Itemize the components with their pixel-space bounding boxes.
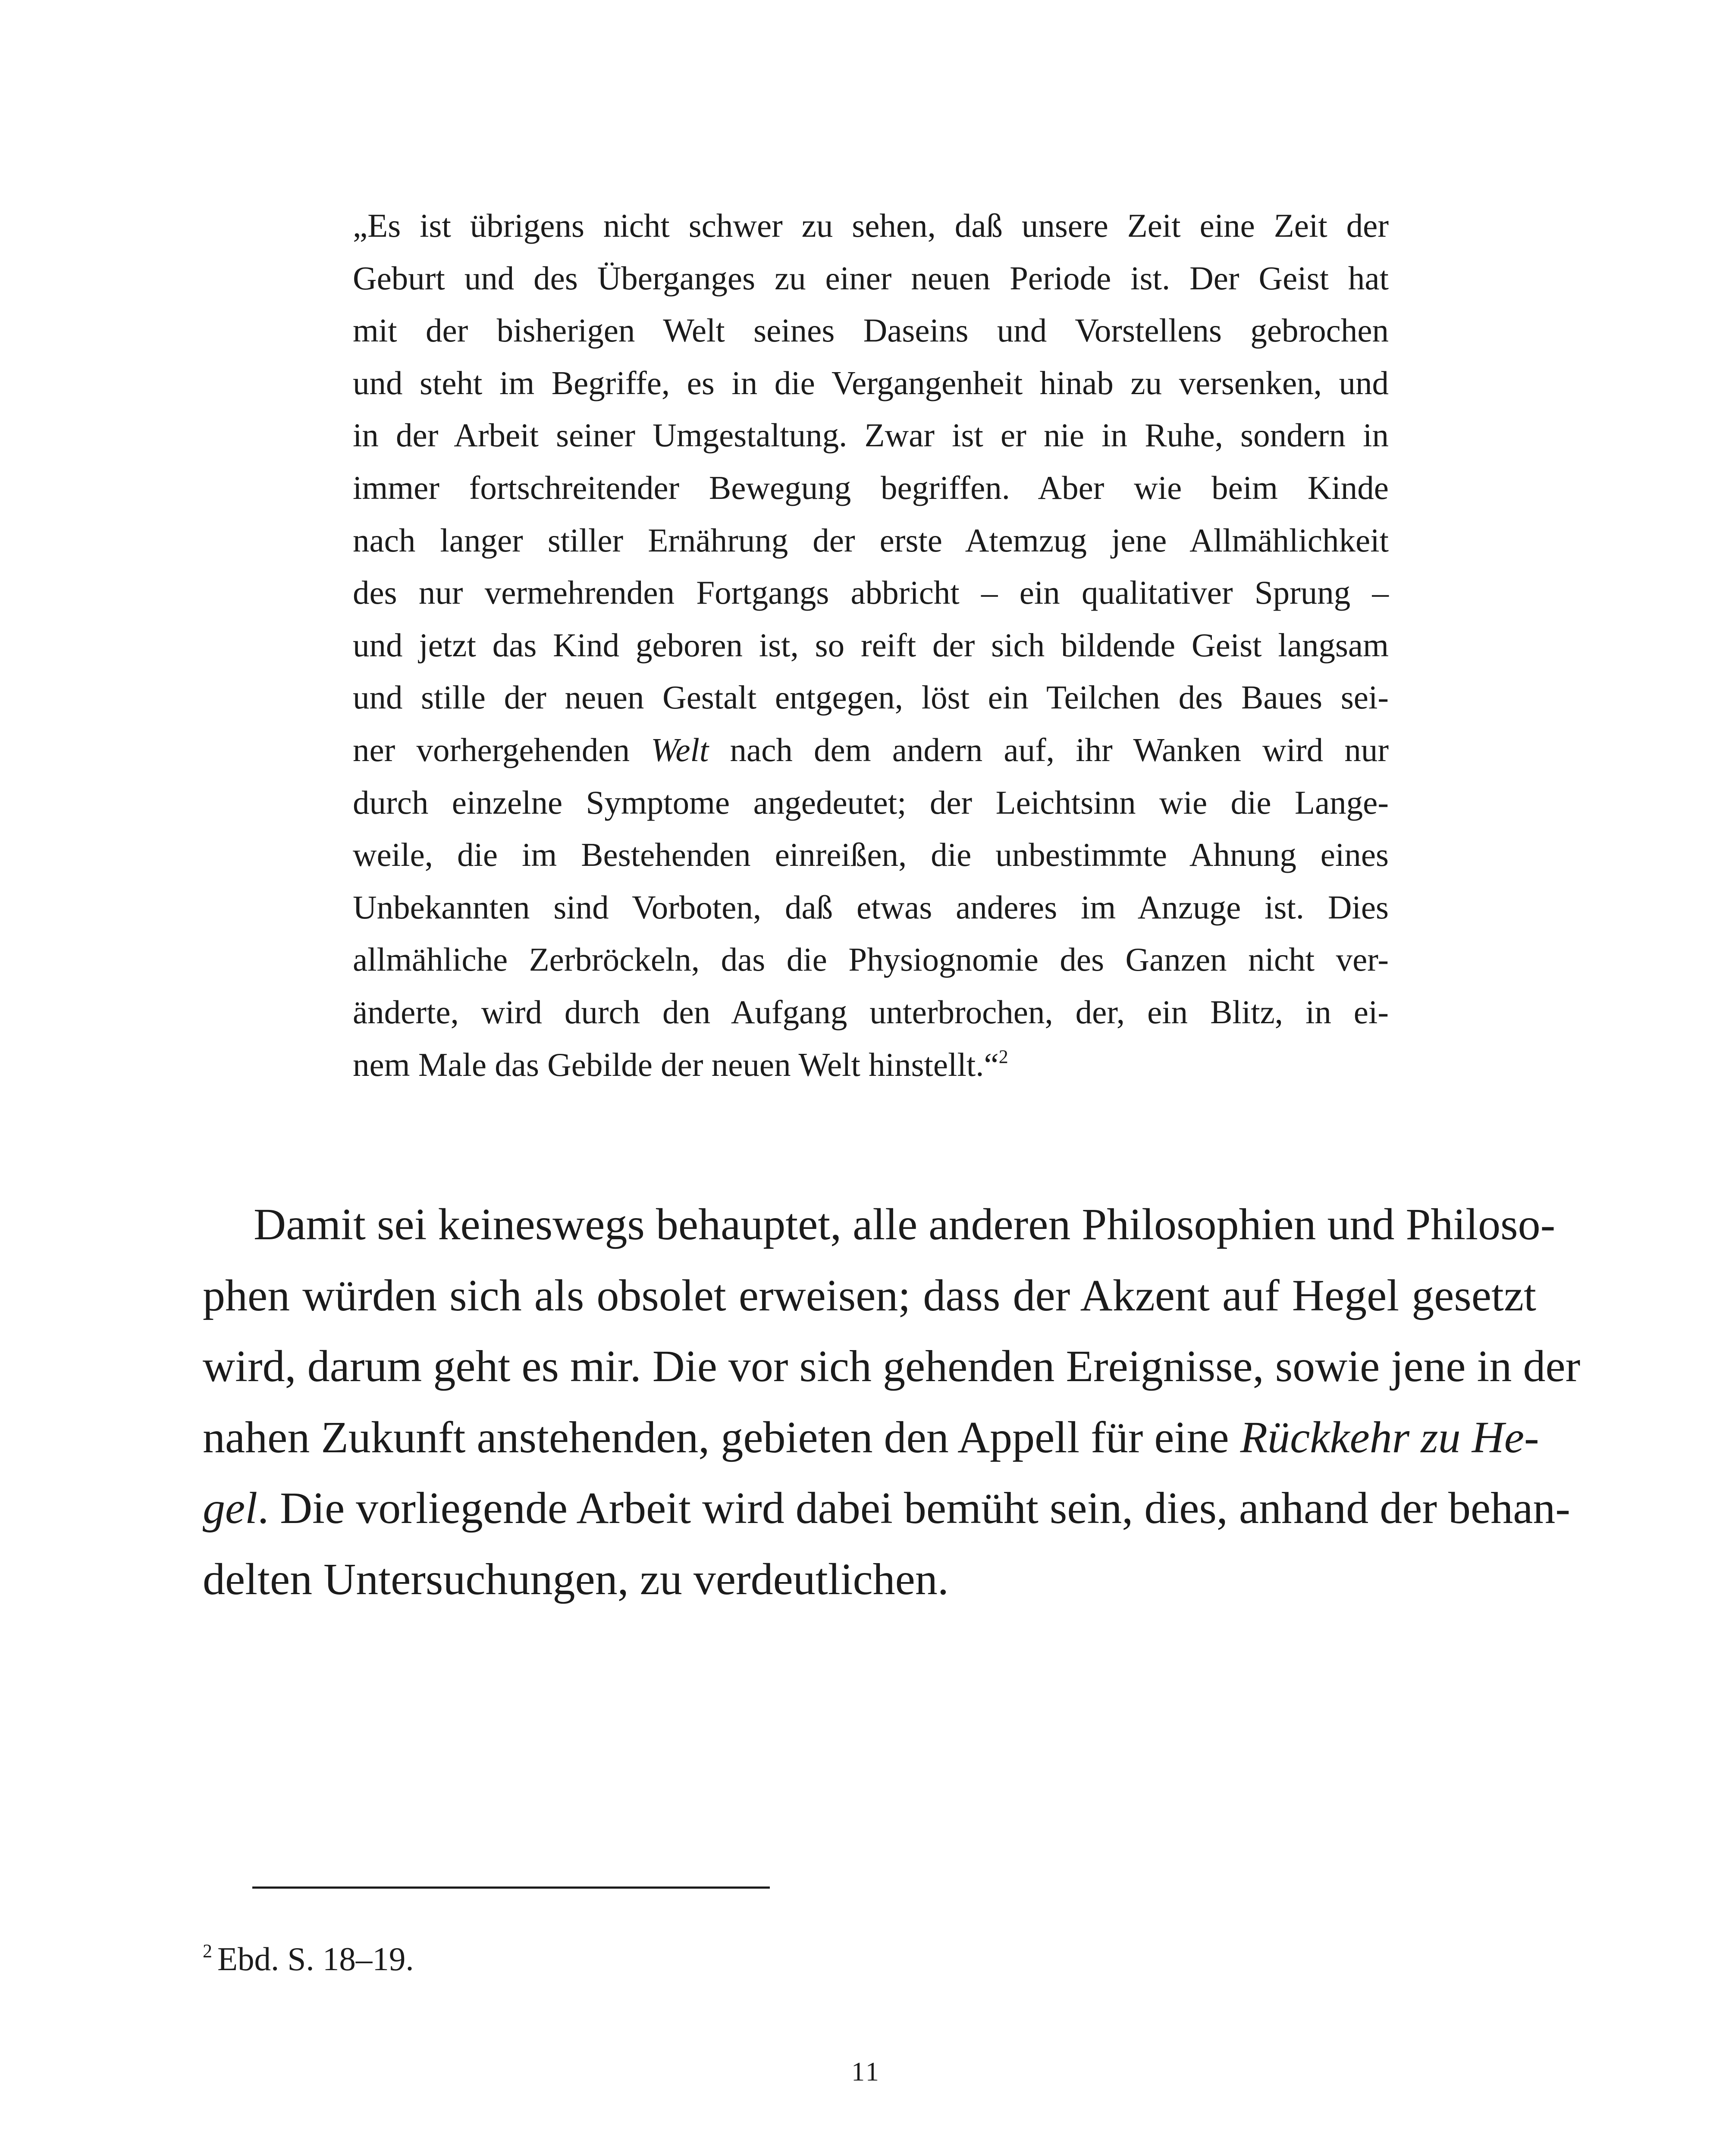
quote-line: mit der bisherigen Welt seines Daseins und Vorstellens gebrochen <box>353 312 1389 349</box>
paragraph-line: Damit sei keineswegs behauptet, alle anderen Philosophien und Philoso- <box>254 1200 1556 1249</box>
quote-line: in der Arbeit seiner Umgestaltung. Zwar ist er nie in Ruhe, sondern in <box>353 417 1389 454</box>
paragraph-line <box>203 1402 1539 1473</box>
quote-line: „Es ist übrigens nicht schwer zu sehen, daß unsere Zeit eine Zeit der <box>353 207 1389 244</box>
footnote-divider <box>252 1887 770 1889</box>
quote-line-last <box>353 1039 1389 1091</box>
quote-line: allmähliche Zerbröckeln, das die Physiognomie des Ganzen nicht ver- <box>353 941 1389 978</box>
paragraph-italic-title: Rückkehr zu He- <box>1240 1412 1539 1462</box>
quote-line: und steht im Begriffe, es in die Vergangenheit hinab zu versenken, und <box>353 364 1389 401</box>
quote-line: weile, die im Bestehenden einreißen, die unbestimmte Ahnung eines <box>353 836 1389 874</box>
quote-line: und stille der neuen Gestalt entgegen, löst ein Teilchen des Baues sei- <box>353 679 1389 716</box>
paragraph-text: nahen Zukunft anstehenden, gebieten den Appell für eine <box>203 1412 1240 1462</box>
quote-line: nach langer stiller Ernährung der erste Atemzug jene Allmählichkeit <box>353 521 1389 559</box>
page-number: 11 <box>851 2057 881 2087</box>
quote-line: und jetzt das Kind geboren ist, so reift der sich bildende Geist langsam <box>353 626 1389 664</box>
footnote-marker: 2 <box>203 1940 212 1962</box>
quote-line: Unbekannten sind Vorboten, daß etwas anderes im Anzuge ist. Dies <box>353 888 1389 926</box>
footnote-reference[interactable]: 2 <box>998 1046 1008 1067</box>
paragraph-line: wird, darum geht es mir. Die vor sich gehenden Ereignisse, sowie jene in der <box>203 1341 1581 1391</box>
paragraph-italic-title: gel <box>203 1483 258 1533</box>
quote-italic-word: Welt <box>651 731 709 768</box>
quote-line: durch einzelne Symptome angedeutet; der Leichtsinn wie die Lange- <box>353 783 1389 821</box>
quote-line: änderte, wird durch den Aufgang unterbrochen, der, ein Blitz, in ei- <box>353 993 1389 1031</box>
quote-line: immer fortschreitender Bewegung begriffen. Aber wie beim Kinde <box>353 469 1389 506</box>
quote-text: ner vorhergehenden <box>353 731 651 768</box>
quote-line: des nur vermehrenden Fortgangs abbricht – ein qualitativer Sprung – <box>353 574 1389 611</box>
quote-line <box>353 724 1389 777</box>
block-quote <box>353 200 1389 1091</box>
quote-text: nem Male das Gebilde der neuen Welt hinstellt.“ <box>353 1046 999 1083</box>
paragraph-line: delten Untersuchungen, zu verdeutlichen. <box>203 1554 949 1604</box>
paragraph-line: phen würden sich als obsolet erweisen; dass der Akzent auf Hegel gesetzt <box>203 1270 1536 1320</box>
paragraph-text: . Die vorliegende Arbeit wird dabei bemüht sein, dies, anhand der behan- <box>257 1483 1570 1533</box>
footnote <box>203 1935 414 1983</box>
paragraph-line <box>203 1473 1570 1544</box>
body-paragraph <box>203 1189 1581 1615</box>
footnote-text: Ebd. S. 18–19. <box>217 1940 414 1977</box>
quote-text: nach dem andern auf, ihr Wanken wird nur <box>709 731 1389 768</box>
quote-line: Geburt und des Überganges zu einer neuen Periode ist. Der Geist hat <box>353 259 1389 297</box>
